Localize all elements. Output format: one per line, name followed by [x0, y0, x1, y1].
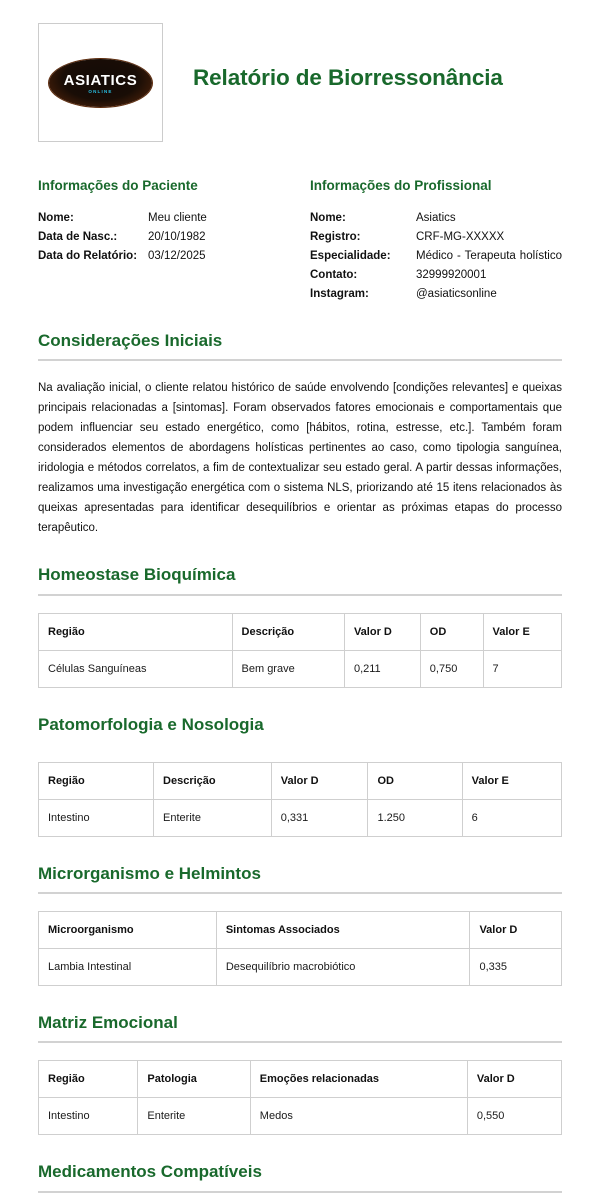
patient-name-value: Meu cliente: [148, 212, 207, 225]
column-header-regiao: Região: [39, 613, 233, 650]
consideracoes-paragraph: Na avaliação inicial, o cliente relatou histórico de saúde envolvendo [condições relevantes] e queixas principais relacionadas a [sintomas]. Foram observados fatores emocionais e comportamentais que podem influenciar seu estado energético, como [hábitos, rotina, estresse, etc.]. Também foram considerados elementos de abordagens holísticas pertinentes ao caso, como tipologia sanguínea, iridologia e métodos correlatos, a fim de contextualizar seu estado geral. A partir dessas informações, realizamos uma investigação energética com o sistema NLS, priorizando até 15 itens relacionados às queixas apresentadas para identificar desequilíbrios e orientar as próximas etapas do processo terapêutico.: [38, 382, 562, 535]
professional-info-block: [310, 178, 562, 304]
asiatics-online-logo: [49, 59, 152, 107]
patient-name-label: Nome:: [38, 212, 74, 225]
table-row: [39, 650, 562, 687]
cell-regiao: Intestino: [39, 1098, 138, 1135]
cell-emocoes-relacionadas: Medos: [250, 1098, 467, 1135]
logo-wordmark: ASIATICS: [63, 71, 138, 89]
homeostase-table: [38, 613, 562, 688]
column-header-regiao: Região: [39, 762, 154, 799]
section-heading: Microrganismo e Helmintos: [38, 863, 261, 883]
logo-subtitle: ONLINE: [88, 88, 113, 94]
section-matriz-emocional: [38, 1012, 562, 1135]
column-header-valor-d: Valor D: [344, 613, 420, 650]
column-header-valor-d: Valor D: [467, 1061, 561, 1098]
column-header-valor-e: Valor E: [483, 613, 561, 650]
section-divider: [38, 1041, 562, 1043]
professional-contact-label: Contato:: [310, 269, 358, 282]
table-row: [39, 799, 562, 836]
section-heading: Homeostase Bioquímica: [38, 565, 236, 585]
professional-info-row: [310, 209, 562, 228]
section-heading: Medicamentos Compatíveis: [38, 1162, 262, 1182]
section-divider: [38, 359, 562, 361]
section-heading: Patomorfologia e Nosologia: [38, 714, 264, 734]
cell-descricao: Enterite: [154, 799, 272, 836]
professional-instagram-label: Instagram:: [310, 288, 369, 301]
professional-info-heading: Informações do Profissional: [310, 178, 492, 193]
section-patomorfologia-nosologia: [38, 714, 562, 837]
section-divider: [38, 594, 562, 596]
professional-info-row: [310, 266, 562, 285]
patient-birthdate-label: Data de Nasc.:: [38, 231, 118, 244]
professional-specialty-label: Especialidade:: [310, 250, 391, 263]
section-microrganismo-helmintos: [38, 863, 562, 986]
professional-registry-label: Registro:: [310, 231, 361, 244]
column-header-regiao: Região: [39, 1061, 138, 1098]
table-header-row: [39, 912, 562, 949]
table-header-row: [39, 1061, 562, 1098]
section-divider: [38, 892, 562, 894]
cell-microorganismo: Lambia Intestinal: [39, 949, 217, 986]
cell-patologia: Enterite: [138, 1098, 250, 1135]
column-header-sintomas-associados: Sintomas Associados: [216, 912, 470, 949]
cell-od: 1.250: [368, 799, 462, 836]
table-row: [39, 1098, 562, 1135]
professional-info-row: [310, 228, 562, 247]
cell-descricao: Bem grave: [232, 650, 344, 687]
cell-od: 0,750: [420, 650, 483, 687]
column-header-od: OD: [420, 613, 483, 650]
report-date-label: Data do Relatório:: [38, 250, 138, 263]
logo-box: [38, 23, 163, 142]
professional-name-label: Nome:: [310, 212, 346, 225]
professional-contact-value: 32999920001: [416, 269, 487, 282]
cell-sintomas-associados: Desequilíbrio macrobiótico: [216, 949, 470, 986]
patient-info-row: [38, 228, 310, 247]
professional-info-row: [310, 247, 562, 266]
table-row: [39, 949, 562, 986]
cell-valor-d: 0,335: [470, 949, 562, 986]
matriz-emocional-table: [38, 1060, 562, 1135]
column-header-valor-e: Valor E: [462, 762, 561, 799]
column-header-valor-d: Valor D: [271, 762, 368, 799]
cell-valor-d: 0,331: [271, 799, 368, 836]
column-header-emocoes-relacionadas: Emoções relacionadas: [250, 1061, 467, 1098]
report-date-value: 03/12/2025: [148, 250, 206, 263]
cell-valor-d: 0,550: [467, 1098, 561, 1135]
cell-valor-e: 6: [462, 799, 561, 836]
professional-registry-value: CRF-MG-XXXXX: [416, 231, 505, 244]
report-header: [0, 0, 600, 142]
professional-name-value: Asiatics: [416, 212, 456, 225]
section-consideracoes-iniciais: [38, 330, 562, 538]
cell-regiao: Células Sanguíneas: [39, 650, 233, 687]
section-homeostase-bioquimica: [38, 564, 562, 687]
professional-specialty-value: Médico - Terapeuta holístico: [416, 250, 562, 263]
section-heading: Considerações Iniciais: [38, 331, 223, 351]
patomorfologia-table: [38, 762, 562, 837]
patient-info-row: [38, 209, 310, 228]
column-header-descricao: Descrição: [154, 762, 272, 799]
patient-info-row: [38, 247, 310, 266]
section-heading: Matriz Emocional: [38, 1013, 178, 1033]
professional-instagram-value: @asiaticsonline: [416, 288, 497, 301]
column-header-patologia: Patologia: [138, 1061, 250, 1098]
column-header-od: OD: [368, 762, 462, 799]
table-header-row: [39, 762, 562, 799]
page-title: Relatório de Biorressonância: [193, 65, 503, 90]
section-medicamentos-compativeis: [38, 1161, 562, 1192]
column-header-descricao: Descrição: [232, 613, 344, 650]
microrganismo-table: [38, 911, 562, 986]
patient-birthdate-value: 20/10/1982: [148, 231, 206, 244]
column-header-microorganismo: Microorganismo: [39, 912, 217, 949]
column-header-valor-d: Valor D: [470, 912, 562, 949]
professional-info-row: [310, 285, 562, 304]
patient-info-block: [38, 178, 310, 304]
cell-regiao: Intestino: [39, 799, 154, 836]
info-section: [38, 178, 562, 304]
table-header-row: [39, 613, 562, 650]
cell-valor-e: 7: [483, 650, 561, 687]
cell-valor-d: 0,211: [344, 650, 420, 687]
section-divider: [38, 1191, 562, 1193]
patient-info-heading: Informações do Paciente: [38, 178, 198, 193]
